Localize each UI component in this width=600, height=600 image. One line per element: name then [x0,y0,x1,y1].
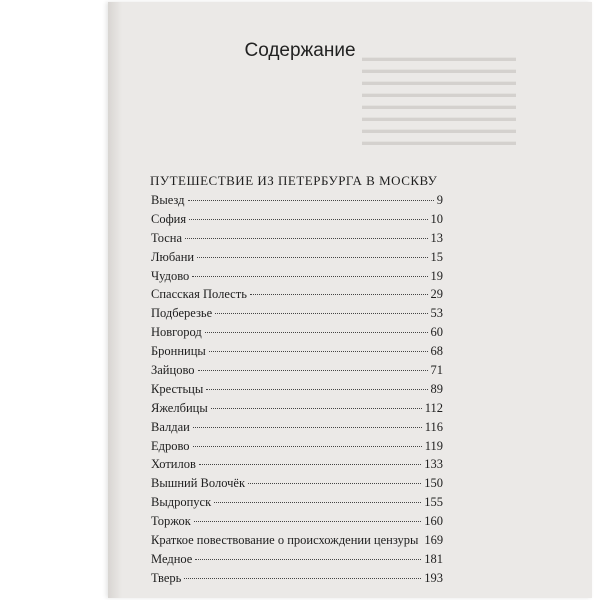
toc-entry [151,191,443,210]
dot-leader [192,276,427,277]
dot-leader [193,427,422,428]
toc-entry-page: 160 [424,514,443,529]
toc-entry-label: Тверь [151,570,182,585]
toc-entry [151,569,443,588]
toc-entry [151,229,443,248]
toc-entry [151,512,443,531]
dot-leader [185,238,427,239]
toc-entry [151,455,443,474]
dot-leader [189,219,427,220]
toc-entry [151,418,443,437]
toc-entry-label: Крестьцы [151,381,204,396]
toc-entry-label: Выдропуск [151,495,212,510]
toc-entry-label: Яжелбицы [151,400,208,415]
dot-leader [209,351,428,352]
toc-entry [151,550,443,569]
toc-entry-label: Едрово [151,438,190,453]
toc-entry-page: 68 [430,344,443,359]
toc-entry-label: София [151,211,187,226]
toc-entry-label: Вышний Волочёк [151,476,246,491]
dot-leader [194,521,421,522]
toc-entry-page: 15 [430,249,443,264]
toc-entry-label: Зайцово [151,363,195,378]
toc-entry-page: 116 [424,419,443,434]
toc-entry-label: Бронницы [151,344,206,359]
dot-leader [188,200,434,201]
toc-entry [151,380,443,399]
toc-entry-page: 19 [430,268,443,283]
dot-leader [206,389,427,390]
dot-leader [195,559,421,560]
toc-entry-page: 181 [424,551,443,566]
toc-entry-label: Чудово [151,268,190,283]
show-through-text: ▬▬▬▬▬▬▬▬▬▬▬▬▬▬ ▬▬▬▬▬▬▬▬▬▬▬▬▬▬ ▬▬▬▬▬▬▬▬▬▬▬▬▬▬ ▬▬▬▬▬▬▬▬▬▬▬▬▬▬ ▬▬▬▬▬▬▬▬▬▬▬▬▬▬ ▬▬▬▬▬▬▬▬▬▬▬▬▬▬ ▬▬▬▬▬▬▬▬▬▬▬▬▬▬ ▬▬▬▬▬▬▬▬▬▬▬▬▬▬ [362,52,516,148]
toc-entry-page: 119 [424,438,443,453]
page-spine-shadow [108,2,122,598]
dot-leader [197,257,427,258]
toc-entry-page: 10 [430,211,443,226]
toc-entry-label: Медное [151,551,193,566]
toc-entry-label: Подберезье [151,306,213,321]
table-of-contents [151,191,443,588]
toc-entry [151,342,443,361]
toc-entry-page: 169 [424,533,444,548]
toc-entry-page: 53 [430,306,443,321]
dot-leader [184,578,421,579]
toc-entry [151,210,443,229]
dot-leader [193,446,422,447]
toc-entry-page: 193 [424,570,443,585]
toc-entry-label: Спасская Полесть [151,287,247,302]
dot-leader [250,294,428,295]
toc-entry-page: 89 [430,381,443,396]
dot-leader [211,408,422,409]
toc-entry-label: Любани [151,249,195,264]
toc-entry-page: 112 [424,400,443,415]
dot-leader [248,483,421,484]
toc-entry [151,267,443,286]
toc-entry-page: 29 [430,287,443,302]
toc-entry [151,493,443,512]
page-title: Содержание [244,40,356,61]
toc-entry-label: Краткое повествование о происхождении цензуры [151,533,419,548]
toc-entry-label: Выезд [151,193,185,207]
toc-entry-label: Тосна [151,230,183,245]
toc-entry [151,474,443,493]
dot-leader [199,464,421,465]
dot-leader [198,370,428,371]
toc-entry-label: Торжок [151,514,191,529]
toc-entry [151,248,443,267]
toc-entry-label: Новгород [151,325,202,340]
dot-leader [214,502,421,503]
dot-leader [205,332,428,333]
toc-entry-page: 155 [424,495,443,510]
toc-entry-page: 71 [430,363,443,378]
toc-entry [151,399,443,418]
toc-entry [151,437,443,456]
section-title: ПУТЕШЕСТВИЕ ИЗ ПЕТЕРБУРГА В МОСКВУ [150,173,438,188]
toc-entry-page: 60 [430,325,443,340]
toc-entry-page: 9 [436,193,443,207]
toc-entry-page: 13 [430,230,443,245]
toc-entry [151,531,443,550]
toc-entry-page: 150 [424,476,443,491]
toc-entry-label: Хотилов [151,457,196,472]
toc-entry [151,323,443,342]
toc-entry-page: 133 [424,457,443,472]
toc-entry [151,361,443,380]
toc-entry [151,304,443,323]
toc-entry [151,285,443,304]
toc-entry-label: Валдаи [151,419,190,434]
dot-leader [215,313,427,314]
